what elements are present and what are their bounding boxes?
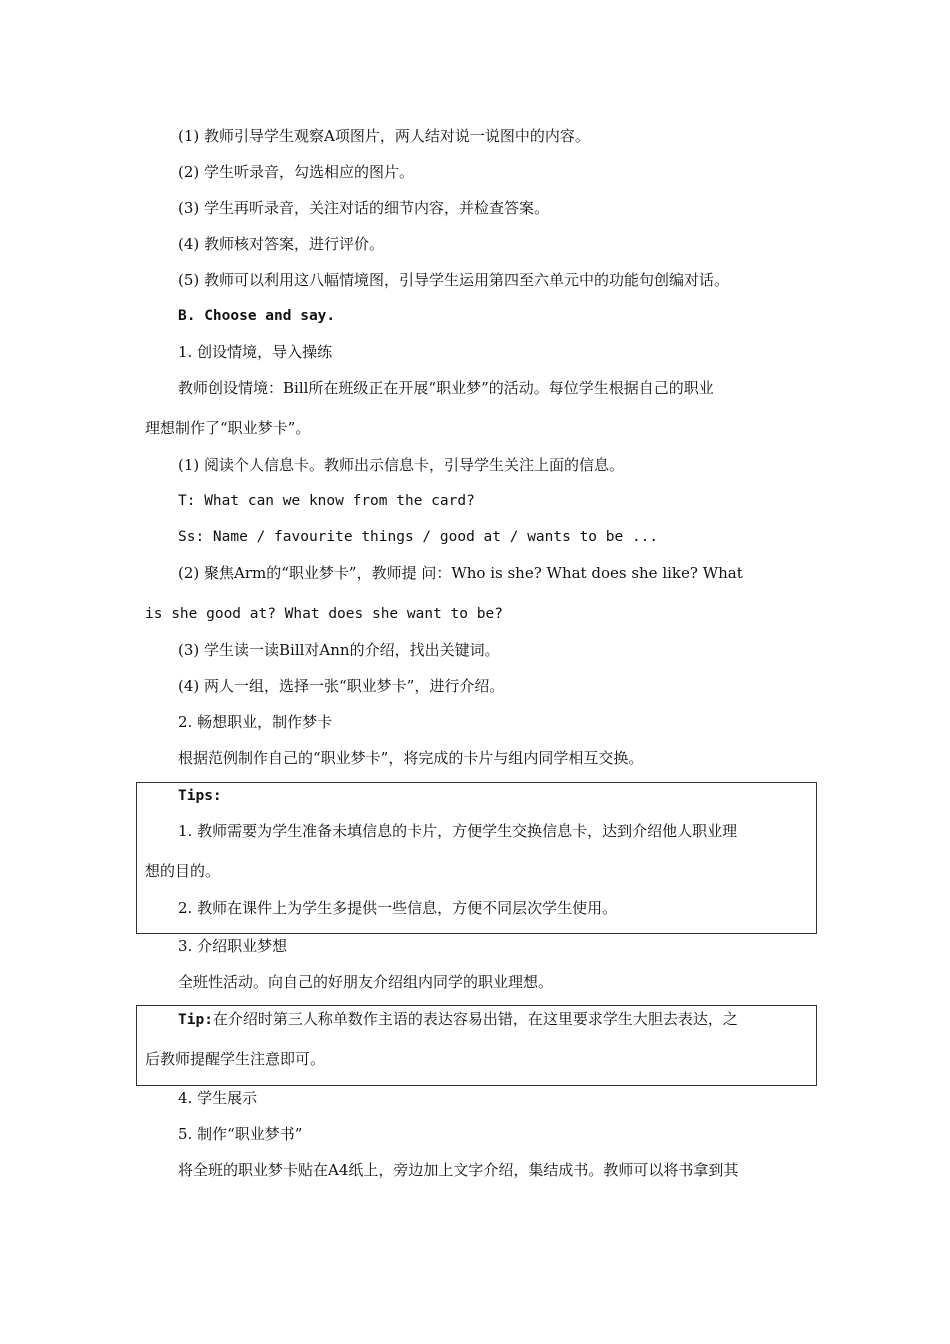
sub-step-keywords: (3) 学生读一读Bill对Ann的介绍，找出关键词。 [178, 641, 500, 659]
sub-step-focus-line-2: is she good at? What does she want to be? [145, 606, 503, 622]
tip-line-1 [178, 1008, 738, 1031]
tip-line-2: 后教师提醒学生注意即可。 [145, 1050, 326, 1068]
step-3-title: 3. 介绍职业梦想 [178, 937, 288, 955]
section-b-title: B. Choose and say. [178, 308, 336, 324]
dialog-students: Ss: Name / favourite things / good at / wants to be ... [178, 529, 659, 545]
sub-step-pair-work: (4) 两人一组，选择一张“职业梦卡”，进行介绍。 [178, 677, 505, 695]
step-a-1: (1) 教师引导学生观察A项图片，两人结对说一说图中的内容。 [178, 127, 590, 145]
tip-label: Tip: [178, 1012, 213, 1028]
sub-step-read-card: (1) 阅读个人信息卡。教师出示信息卡，引导学生关注上面的信息。 [178, 456, 625, 474]
context-paragraph-line-2: 理想制作了“职业梦卡”。 [145, 419, 311, 437]
step-4-title: 4. 学生展示 [178, 1089, 258, 1107]
tip-1-line-2: 想的目的。 [145, 862, 221, 880]
tip-1-line-1: 1. 教师需要为学生准备未填信息的卡片，方便学生交换信息卡，达到介绍他人职业理 [178, 822, 738, 840]
step-1-title: 1. 创设情境，导入操练 [178, 343, 333, 361]
step-5-title: 5. 制作“职业梦书” [178, 1125, 303, 1143]
step-a-5: (5) 教师可以利用这八幅情境图，引导学生运用第四至六单元中的功能句创编对话。 [178, 271, 730, 289]
context-paragraph-line-1: 教师创设情境：Bill所在班级正在开展“职业梦”的活动。每位学生根据自己的职业 [178, 379, 714, 397]
tips-title: Tips: [178, 788, 222, 804]
step-a-2: (2) 学生听录音，勾选相应的图片。 [178, 163, 415, 181]
step-a-4: (4) 教师核对答案，进行评价。 [178, 235, 385, 253]
step-5-body: 将全班的职业梦卡贴在A4纸上，旁边加上文字介绍，集结成书。教师可以将书拿到其 [178, 1161, 739, 1179]
tip-2: 2. 教师在课件上为学生多提供一些信息，方便不同层次学生使用。 [178, 899, 618, 917]
step-3-body: 全班性活动。向自己的好朋友介绍组内同学的职业理想。 [178, 973, 554, 991]
sub-step-focus-line-1: (2) 聚焦Arm的“职业梦卡”，教师提 问：Who is she? What does she like? What [178, 564, 743, 582]
step-a-3: (3) 学生再听录音，关注对话的细节内容，并检查答案。 [178, 199, 550, 217]
tip-text-line-1: 在介绍时第三人称单数作主语的表达容易出错，在这里要求学生大胆去表达，之 [212, 1010, 738, 1028]
step-2-title: 2. 畅想职业，制作梦卡 [178, 713, 333, 731]
step-2-body: 根据范例制作自己的“职业梦卡”，将完成的卡片与组内同学相互交换。 [178, 749, 644, 767]
dialog-teacher: T: What can we know from the card? [178, 493, 475, 509]
